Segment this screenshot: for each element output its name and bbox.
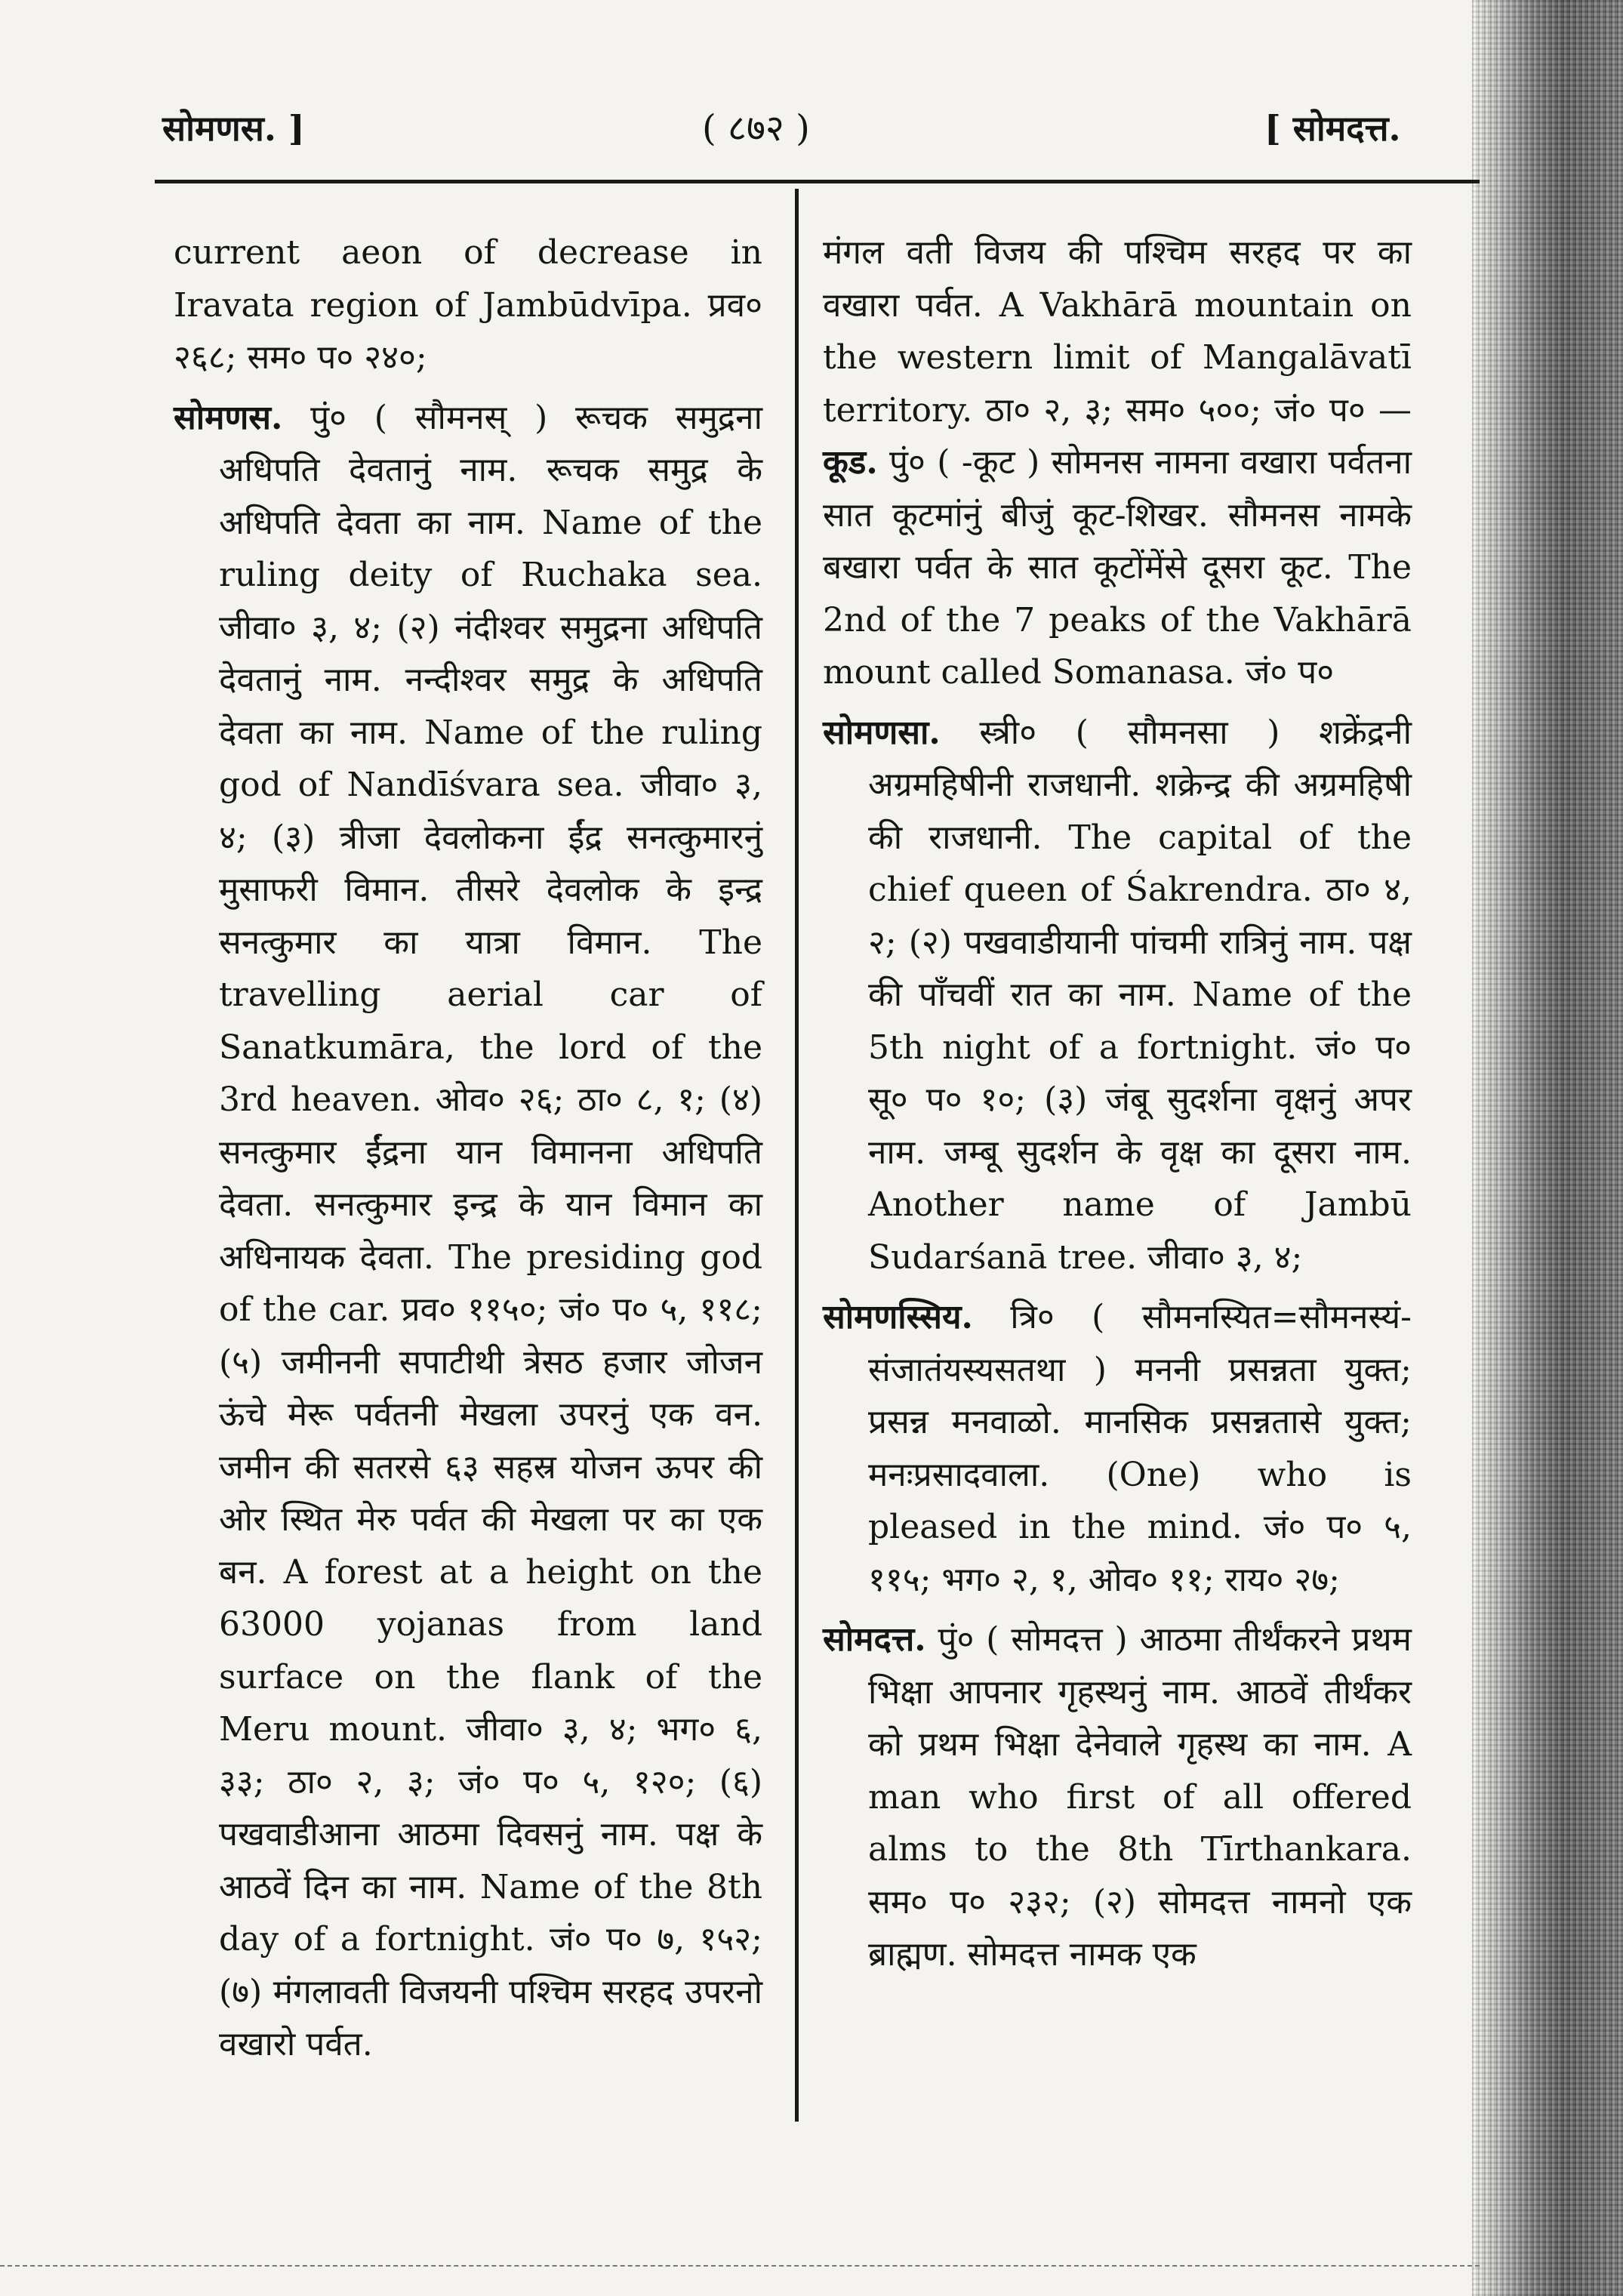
- entry-text: पुं० ( सौमनस् ) रूचक समुद्रना अधिपति देवतानुं नाम. रूचक समुद्र के अधिपति देवता का नाम. Name of the ruling deity of Ruchaka sea. जीवा० ३, ४; (२) नंदीश्वर समुद्रना अधिपति देवतानुं नाम. नन्दीश्वर समुद्र के अधिपति देवता का नाम. Name of the ruling god of Nandīśvara sea. जीवा० ३, ४; (३) त्रीजा देवलोकना ईंद्र सनत्कुमारनुं मुसाफरी विमान. तीसरे देवलोक के इन्द्र सनत्कुमार का यात्रा विमान. The travelling aerial car of Sanatkumāra, the lord of the 3rd heaven. ओव० २६; ठा० ८, १; (४) सनत्कुमार ईंद्रना यान विमानना अधिपति देवता. सनत्कुमार इन्द्र के यान विमान का अधिनायक देवता. The presiding god of the car. प्रव० ११५०; जं० प० ५, ११८; (५) जमीननी सपाटीथी त्रेसठ हजार जोजन ऊंचे मेरू पर्वतनी मेखला उपरनुं एक वन. जमीन की सतरसे ६३ सहस्र योजन ऊपर की ओर स्थित मेरु पर्वत की मेखला पर का एक बन. A forest at a height on the 63000 yojanas from land surface on the flank of the Meru mount. जीवा० ३, ४; भग० ६, ३३; ठा० २, ३; जं० प० ५, १२०; (६) पखवाडीआना आठमा दिवसनुं नाम. पक्ष के आठवें दिन का नाम. Name of the 8th day of a fortnight. जं० प० ७, १५२; (७) मंगलावती विजयनी पश्चिम सरहद उपरनो वखारो पर्वत.: [219, 398, 762, 2063]
- continuation-body: मंगल वती विजय की पश्चिम सरहद पर का वखारा पर्वत. A Vakhārā mountain on the western limit of Mangalāvatī territory. ठा० २, ३; सम० ५००; जं० प० —: [823, 233, 1412, 430]
- continuation-text: [823, 227, 1412, 699]
- entry-headword: सोमणस्सिय.: [823, 1298, 973, 1336]
- dictionary-entry: [174, 392, 762, 2071]
- entry-headword: सोमणसा.: [823, 713, 941, 752]
- continuation-text: current aeon of decrease in Iravata region of Jambūdvīpa. प्रव० २६८; सम० प० २४०;: [174, 233, 762, 377]
- scan-edge-shadow: [1472, 0, 1623, 2296]
- dictionary-entry: [823, 1613, 1412, 1981]
- entry-text: स्त्री० ( सौमनसा ) शक्रेंद्रनी अग्रमहिषीनी राजधानी. शक्रेन्द्र की अग्रमहिषी की राजधानी. The capital of the chief queen of Śakrendra. ठा० ४, २; (२) पखवाडीयानी पांचमी रात्रिनुं नाम. पक्ष की पाँचवीं रात का नाम. Name of the 5th night of a fortnight. जं० प० सू० प० १०; (३) जंबू सुदर्शना वृक्षनुं अपर नाम. जम्बू सुदर्शन के वृक्ष का दूसरा नाम. Another name of Jambū Sudarśanā tree. जीवा० ३, ४;: [868, 713, 1412, 1277]
- sub-entry-text: पुं० ( -कूट ) सोमनस नामना वखारा पर्वतना सात कूटमांनुं बीजुं कूट-शिखर. सौमनस नामके बखारा पर्वत के सात कूटोंमेंसे दूसरा कूट. The 2nd of the 7 peaks of the Vakhārā mount called Somanasa. जं० प०: [823, 443, 1412, 692]
- entry-text: पुं० ( सोमदत्त ) आठमा तीर्थंकरने प्रथम भिक्षा आपनार गृहस्थनुं नाम. आठवें तीर्थंकर को प्रथम भिक्षा देनेवाले गृहस्थ का नाम. A man who first of all offered alms to the 8th Tīrthankara. सम० प० २३२; (२) सोमदत्त नामनो एक ब्राह्मण. सोमदत्त नामक एक: [868, 1620, 1412, 1974]
- running-head-right: [ सोमदत्त.: [1264, 108, 1401, 149]
- page-header: [0, 106, 1480, 159]
- running-head-left: सोमणस. ]: [162, 108, 305, 149]
- header-rule: [155, 180, 1480, 183]
- page-number: ( ८७२ ): [702, 107, 810, 149]
- sub-headword: कूड.: [823, 443, 878, 482]
- dictionary-entry: [823, 707, 1412, 1284]
- entry-text: त्रि० ( सौमनस्यित=सौमनस्यं-संजातंयस्यसतथा ) मननी प्रसन्नता युक्त; प्रसन्न मनवाळो. मानसिक प्रसन्नतासे युक्त; मनःप्रसादवाला. (One) who is pleased in the mind. जं० प० ५, ११५; भग० २, १, ओव० ११; राय० २७;: [868, 1298, 1412, 1599]
- page-bottom-edge: [0, 2265, 1480, 2267]
- entry-headword: सोमदत्त.: [823, 1620, 926, 1659]
- right-column: [823, 227, 1412, 2069]
- left-column: [174, 227, 762, 2069]
- entry-headword: सोमणस.: [174, 398, 283, 437]
- column-divider: [795, 189, 799, 2122]
- dictionary-entry: [823, 1291, 1412, 1606]
